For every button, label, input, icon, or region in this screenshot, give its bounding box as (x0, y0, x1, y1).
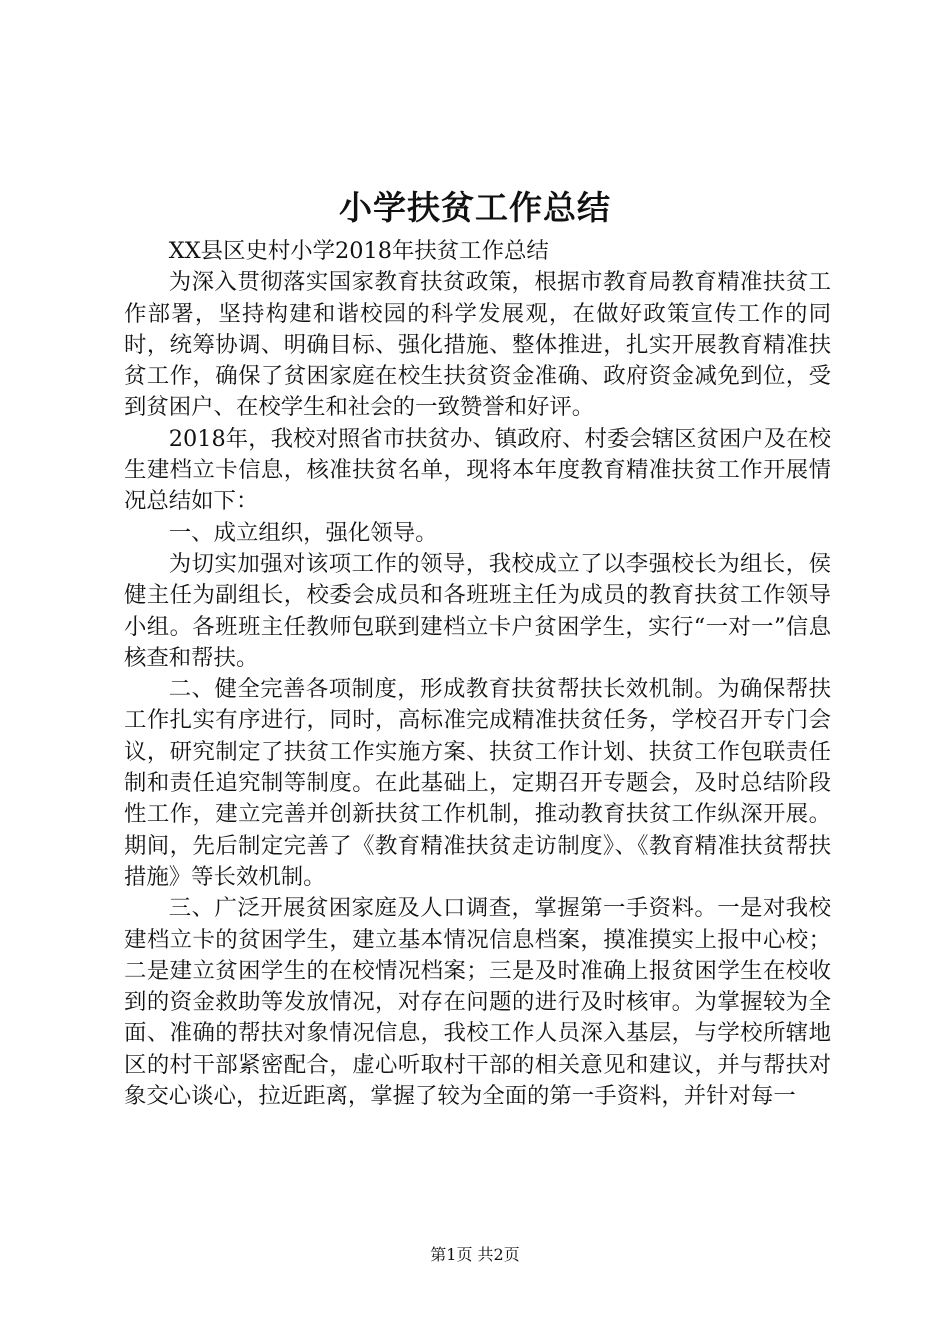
section-heading-1: 一、成立组织，强化领导。 (168, 519, 438, 546)
section-2-paragraph: 二、健全完善各项制度，形成教育扶贫帮扶长效机制。为确保帮扶工作扎实有序进行，同时，高标准完成精准扶贫任务，学校召开专门会议，研究制定了扶贫工作实施方案、扶贫工作计划、扶贫工作包联责任制和责任追究制等制度。在此基础上，定期召开专题会，及时总结阶段性工作，建立完善并创新扶贫工作机制，推动教育扶贫工作纵深开展。期间，先后制定完善了《教育精准扶贫走访制度》、《教育精准扶贫帮扶措施》等长效机制。 (124, 676, 831, 890)
overview-paragraph: 2018年，我校对照省市扶贫办、镇政府、村委会辖区贫困户及在校生建档立卡信息，核准扶贫名单，现将本年度教育精准扶贫工作开展情况总结如下： (124, 425, 831, 515)
page-number-footer: 第1页 共2页 (430, 1245, 520, 1264)
section-3-paragraph: 三、广泛开展贫困家庭及人口调查，掌握第一手资料。一是对我校建档立卡的贫困学生，建立基本情况信息档案，摸准摸实上报中心校；二是建立贫困学生的在校情况档案；三是及时准确上报贫困学生在校收到的资金救助等发放情况，对存在问题的进行及时核审。为掌握较为全面、准确的帮扶对象情况信息，我校工作人员深入基层，与学校所辖地区的村干部紧密配合，虚心听取村干部的相关意见和建议，并与帮扶对象交心谈心，拉近距离，掌握了较为全面的第一手资料，并针对每一 (124, 895, 831, 1110)
document-body (124, 236, 831, 1112)
section-1-paragraph: 为切实加强对该项工作的领导，我校成立了以李强校长为组长，侯健主任为副组长，校委会成员和各班班主任为成员的教育扶贫工作领导小组。各班班主任教师包联到建档立卡户贫困学生，实行“一对一”信息核查和帮扶。 (124, 550, 831, 671)
subtitle-paragraph: XX县区史村小学2018年扶贫工作总结 (168, 238, 549, 264)
document-title: 小学扶贫工作总结 (339, 188, 611, 227)
intro-paragraph: 为深入贯彻落实国家教育扶贫政策，根据市教育局教育精准扶贫工作部署，坚持构建和谐校园的科学发展观，在做好政策宣传工作的同时，统筹协调、明确目标、强化措施、整体推进，扎实开展教育精准扶贫工作，确保了贫困家庭在校生扶贫资金准确、政府资金减免到位，受到贫困户、在校学生和社会的一致赞誉和好评。 (124, 269, 831, 421)
